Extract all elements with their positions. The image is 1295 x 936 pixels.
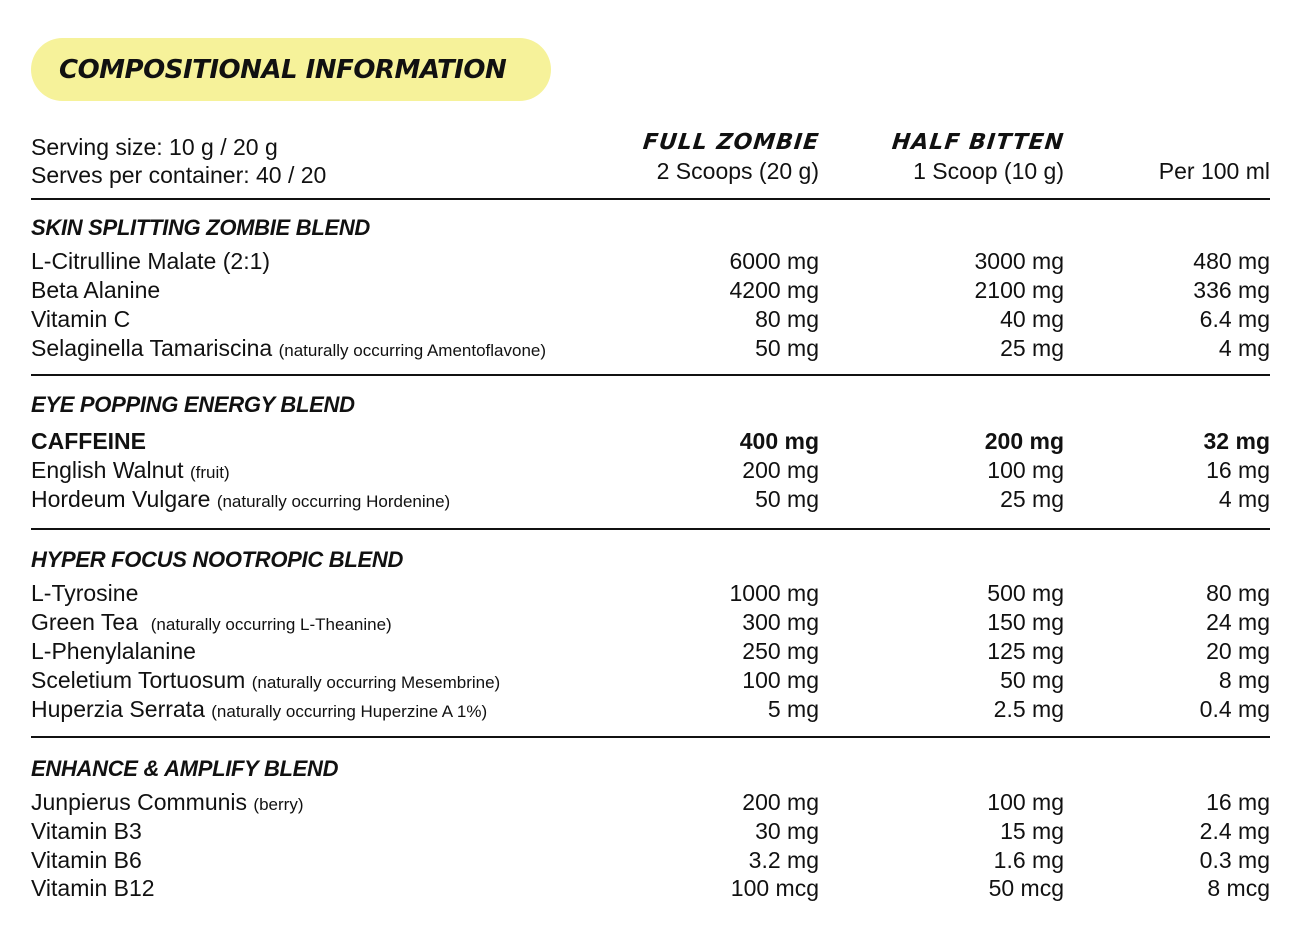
per-100ml-amount: 0.4 mg [1199, 696, 1270, 722]
full-zombie-amount: 250 mg [742, 638, 819, 664]
section-title: HYPER FOCUS NOOTROPIC BLEND [31, 547, 404, 572]
per-100ml-amount: 0.3 mg [1199, 847, 1270, 873]
full-zombie-amount: 5 mg [767, 696, 819, 722]
per-100ml-amount: 336 mg [1193, 277, 1270, 303]
per-100ml-amount: 32 mg [1203, 428, 1270, 454]
half-bitten-amount: 25 mg [1000, 335, 1064, 361]
per-100ml-amount: 16 mg [1206, 789, 1270, 815]
ingredient-name: Vitamin C [31, 306, 131, 332]
ingredient-name: CAFFEINE [31, 428, 146, 454]
full-zombie-amount: 6000 mg [729, 248, 819, 274]
per-100ml-amount: 20 mg [1206, 638, 1270, 664]
ingredient-note: (berry) [253, 795, 304, 814]
full-zombie-amount: 200 mg [742, 789, 819, 815]
per-100ml-amount: 8 mcg [1207, 875, 1270, 901]
ingredient-note: (naturally occurring Huperzine A 1%) [211, 702, 488, 721]
ingredient-row-label [31, 485, 450, 516]
half-bitten-amount: 50 mcg [988, 875, 1064, 901]
ingredient-name: Huperzia Serrata [31, 696, 205, 722]
half-bitten-amount: 2100 mg [974, 277, 1064, 303]
half-bitten-amount: 125 mg [987, 638, 1064, 664]
ingredient-name: Hordeum Vulgare [31, 486, 211, 512]
ingredient-name: Selaginella Tamariscina [31, 335, 273, 361]
per-100ml-amount: 2.4 mg [1199, 818, 1270, 844]
half-bitten-amount: 15 mg [1000, 818, 1064, 844]
ingredient-name: Beta Alanine [31, 277, 161, 303]
half-bitten-amount: 100 mg [987, 457, 1064, 483]
full-zombie-amount: 1000 mg [729, 580, 819, 606]
full-zombie-amount: 100 mcg [730, 875, 819, 901]
full-zombie-amount: 100 mg [742, 667, 819, 693]
section-title: SKIN SPLITTING ZOMBIE BLEND [31, 215, 371, 240]
divider [31, 736, 1270, 738]
serving-size: Serving size: 10 g / 20 g [31, 134, 278, 160]
per-100ml-amount: 24 mg [1206, 609, 1270, 635]
serves-per-container: Serves per container: 40 / 20 [31, 162, 327, 188]
half-bitten-serving: 1 Scoop (10 g) [913, 158, 1064, 184]
ingredient-row-label [31, 334, 546, 365]
per-100ml-amount: 8 mg [1218, 667, 1270, 693]
ingredient-name: Sceletium Tortuosum [31, 667, 246, 693]
ingredient-row-label [31, 608, 392, 639]
per-100ml-amount: 80 mg [1206, 580, 1270, 606]
half-bitten-amount: 200 mg [984, 428, 1064, 454]
ingredient-note: (fruit) [189, 463, 230, 482]
ingredient-name: Junpierus Communis [31, 789, 248, 815]
ingredient-name: Vitamin B12 [31, 875, 155, 901]
section-title: EYE POPPING ENERGY BLEND [31, 392, 355, 417]
full-zombie-amount: 30 mg [755, 818, 819, 844]
half-bitten-heading: HALF BITTEN [890, 130, 1066, 155]
per-100ml-heading: Per 100 ml [1158, 158, 1270, 184]
full-zombie-amount: 4200 mg [729, 277, 819, 303]
full-zombie-amount: 400 mg [739, 428, 819, 454]
half-bitten-amount: 25 mg [1000, 486, 1064, 512]
half-bitten-amount: 100 mg [987, 789, 1064, 815]
ingredient-note: (naturally occurring Mesembrine) [251, 673, 501, 692]
divider [31, 198, 1270, 200]
ingredient-name: L-Phenylalanine [31, 638, 196, 664]
ingredient-name: Vitamin B3 [31, 818, 142, 844]
ingredient-row-label [31, 695, 487, 726]
half-bitten-amount: 50 mg [1000, 667, 1064, 693]
ingredient-row-label [31, 666, 500, 697]
ingredient-note: (naturally occurring Hordenine) [216, 492, 451, 511]
full-zombie-amount: 80 mg [755, 306, 819, 332]
per-100ml-amount: 4 mg [1218, 486, 1270, 512]
per-100ml-amount: 16 mg [1206, 457, 1270, 483]
per-100ml-amount: 4 mg [1218, 335, 1270, 361]
title-badge [31, 38, 551, 101]
ingredient-name: Green Tea [31, 609, 138, 635]
ingredient-name: L-Citrulline Malate (2:1) [31, 248, 271, 274]
full-zombie-serving: 2 Scoops (20 g) [656, 158, 819, 184]
section-title: ENHANCE & AMPLIFY BLEND [31, 756, 339, 781]
ingredient-note: (naturally occurring L-Theanine) [150, 615, 392, 634]
divider [31, 528, 1270, 530]
ingredient-note: (naturally occurring Amentoflavone) [278, 341, 547, 360]
full-zombie-heading: FULL ZOMBIE [641, 130, 821, 155]
half-bitten-amount: 500 mg [987, 580, 1064, 606]
full-zombie-amount: 200 mg [742, 457, 819, 483]
full-zombie-amount: 50 mg [755, 486, 819, 512]
half-bitten-amount: 40 mg [1000, 306, 1064, 332]
half-bitten-amount: 1.6 mg [993, 847, 1064, 873]
divider [31, 374, 1270, 376]
per-100ml-amount: 480 mg [1193, 248, 1270, 274]
half-bitten-amount: 150 mg [987, 609, 1064, 635]
ingredient-name: Vitamin B6 [31, 847, 142, 873]
full-zombie-amount: 50 mg [755, 335, 819, 361]
ingredient-row-label [31, 788, 303, 819]
ingredient-row-label [31, 456, 230, 487]
full-zombie-amount: 300 mg [742, 609, 819, 635]
half-bitten-amount: 3000 mg [974, 248, 1064, 274]
page-title: COMPOSITIONAL INFORMATION [59, 54, 507, 85]
ingredient-name: L-Tyrosine [31, 580, 139, 606]
full-zombie-amount: 3.2 mg [748, 847, 819, 873]
half-bitten-amount: 2.5 mg [993, 696, 1064, 722]
per-100ml-amount: 6.4 mg [1199, 306, 1270, 332]
ingredient-name: English Walnut [31, 457, 184, 483]
